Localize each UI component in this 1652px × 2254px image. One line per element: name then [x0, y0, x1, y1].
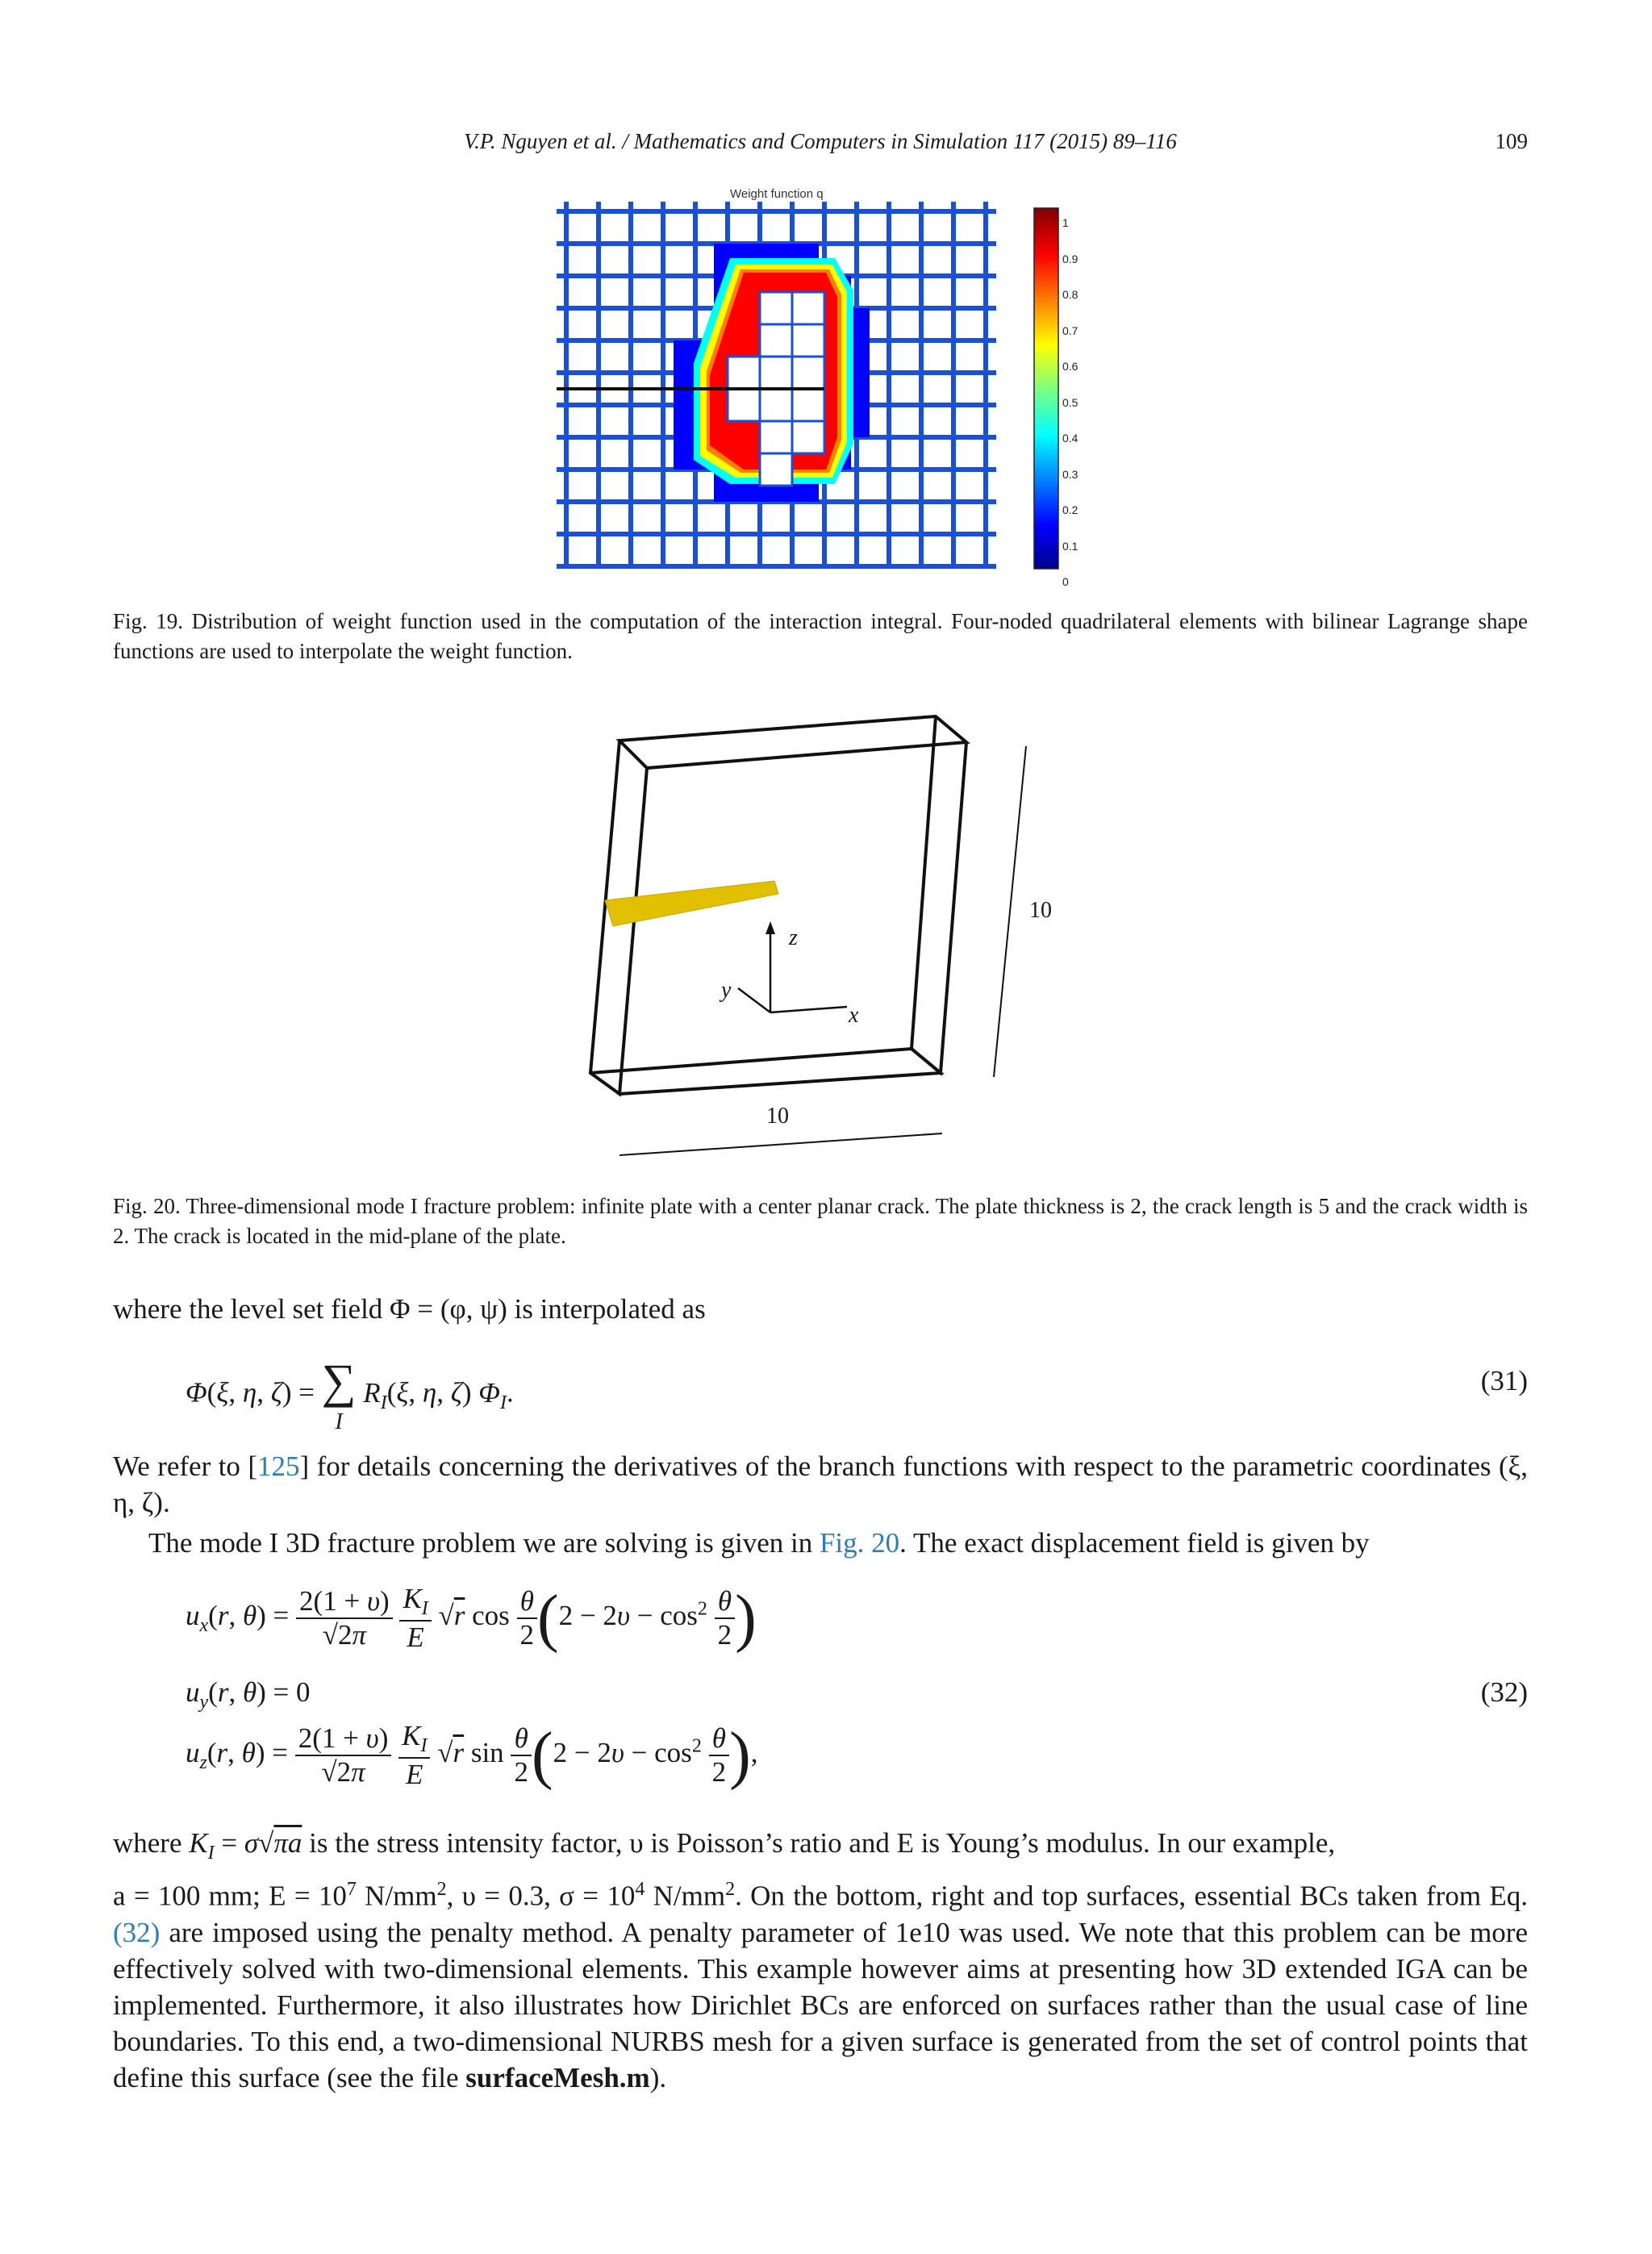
- axis-x-label: x: [849, 1003, 859, 1028]
- colorbar-tick: 0.2: [1062, 503, 1078, 516]
- journal-citation: V.P. Nguyen et al. / Mathematics and Computers in Simulation 117 (2015) 89–116: [464, 129, 1177, 153]
- colorbar-tick: 0.1: [1062, 539, 1078, 553]
- colorbar-tick: 0.7: [1062, 323, 1078, 337]
- colorbar-tick: 0.5: [1062, 395, 1078, 409]
- weight-function-plot: [557, 202, 1089, 581]
- plate-diagram: [581, 710, 1065, 1170]
- figure-20: [581, 710, 1065, 1170]
- figure-19: [557, 187, 1089, 588]
- dim-bottom-label: 10: [766, 1104, 789, 1129]
- fig19-caption: Fig. 19. Distribution of weight function used in the computation of the interaction integral. Four-noded quadrilateral elements with bilinear Lagrange shape functions are used to interpolate the weight function.: [113, 609, 1528, 663]
- paragraph-mode-i: The mode I 3D fracture problem we are solving is given in Fig. 20. The exact displacement field is given by: [148, 1527, 1370, 1559]
- colorbar-ticks: [1062, 205, 1078, 600]
- filename-bold: surfaceMesh.m: [465, 2061, 650, 2093]
- equation-32-uy: $u_y(r$, θ) = 0: [186, 1676, 311, 1713]
- page-number: 109: [1495, 129, 1528, 153]
- fig20-link[interactable]: Fig. 20: [819, 1527, 900, 1559]
- eq32-number: (32): [1480, 1676, 1528, 1708]
- equation-32-ux: $u_x(r$, θ) = $\frac{2(1 + \upsilon)}{√2\pi}$ $\frac{K_I}{E}$ √r cos $\frac{\theta}{2}$ ($2 - 2\upsilon - \cos^2$ $\frac{\theta}{2}$ ): [186, 1583, 757, 1654]
- paragraph-parameters: where $K_I = \sigma√\pi a$ is the stress intensity factor, υ is Poisson’s ratio and E is Young’s modulus. In our example, a = 100 mm; $E = 10^7$ $N/mm^2$, υ = 0.3, $\sigma = 10^4$ $N/mm^2$. On the bottom, right and top surfaces, essential BCs taken from Eq. (32) are imposed using the penalty method. A penalty parameter of 1e10 was used. We note that this problem can be more effectively solved with two-dimensional elements. This example however aims at presenting how 3D extended IGA can be implemented. Furthermore, it also illustrates how Dirichlet BCs are enforced on surfaces rather than the usual case of line boundaries. To this end, a two-dimensional NURBS mesh for a given surface is generated from the set of control points that define this surface (see the file surfaceMesh.m).: [113, 1827, 1528, 2093]
- paragraph-levelset: where the level set field Φ = (φ, ψ) is interpolated as: [113, 1293, 706, 1325]
- ref-125-link[interactable]: 125: [257, 1450, 300, 1482]
- eq31-number: (31): [1480, 1365, 1528, 1396]
- colorbar-tick: 1: [1062, 216, 1069, 229]
- colorbar-tick: 0.8: [1062, 288, 1078, 301]
- dim-line-right: [994, 746, 1026, 1077]
- dim-line-bottom: [620, 1133, 942, 1155]
- eq32-link[interactable]: (32): [113, 1916, 161, 1948]
- equation-31: Φ(ξ, η, ζ) = ∑ I $R_I(\xi$, η, ζ) $\Phi_I$.: [186, 1354, 514, 1434]
- equation-32-uz: $u_z(r$, θ) = $\frac{2(1 + \upsilon)}{√2\pi}$ $\frac{K_I}{E}$ √r sin $\frac{\theta}{2}$ ($2 - 2\upsilon - \cos^2$ $\frac{\theta}{2}$ ),: [186, 1720, 758, 1791]
- axis-y-label: y: [721, 978, 732, 1003]
- colorbar-tick: 0.3: [1062, 467, 1078, 481]
- colorbar: [1034, 208, 1058, 569]
- colorbar-tick: 0.9: [1062, 252, 1078, 265]
- axis-z-label: z: [789, 925, 798, 950]
- paragraph-branch-functions: We refer to [125] for details concerning the derivatives of the branch functions with respect to the parametric coordinates (ξ, η, ζ).: [113, 1450, 1528, 1518]
- dim-right-label: 10: [1029, 898, 1052, 923]
- fig20-caption: Fig. 20. Three-dimensional mode I fracture problem: infinite plate with a center planar crack. The plate thickness is 2, the crack length is 5 and the crack width is 2. The crack is located in the mid-plane of the plate.: [113, 1194, 1528, 1248]
- crack-surface: [605, 881, 778, 926]
- running-header: [113, 129, 1528, 165]
- colorbar-tick: 0.6: [1062, 360, 1078, 373]
- plot-title: Weight function q: [730, 187, 824, 201]
- colorbar-tick: 0: [1062, 575, 1069, 588]
- colorbar-tick: 0.4: [1062, 432, 1078, 445]
